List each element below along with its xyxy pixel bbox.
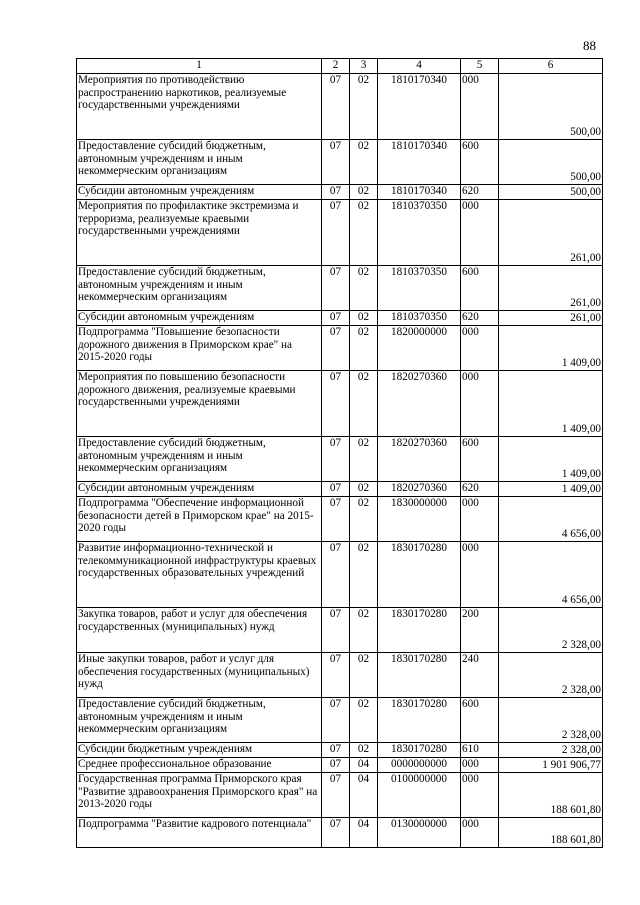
header-col-1: 1 [77,59,322,74]
row-expense-type: 600 [461,140,499,185]
row-subsection: 02 [350,200,378,266]
table-body [77,74,603,848]
row-expense-type: 620 [461,482,499,497]
row-section: 07 [322,266,350,311]
row-subsection: 04 [350,818,378,848]
row-subsection: 02 [350,140,378,185]
row-target-code: 1810170340 [378,74,461,140]
row-subsection: 02 [350,653,378,698]
row-subsection: 02 [350,743,378,758]
row-target-code: 1820270360 [378,437,461,482]
row-target-code: 1830170280 [378,608,461,653]
table-row [77,773,603,818]
row-section: 07 [322,758,350,773]
row-amount: 1 409,00 [499,482,603,497]
row-expense-type: 600 [461,266,499,311]
row-expense-type: 000 [461,773,499,818]
row-amount: 500,00 [499,74,603,140]
row-subsection: 02 [350,185,378,200]
row-expense-type: 240 [461,653,499,698]
row-target-code: 1820270360 [378,482,461,497]
row-amount: 500,00 [499,140,603,185]
row-amount: 4 656,00 [499,542,603,608]
row-amount: 2 328,00 [499,608,603,653]
table-row [77,653,603,698]
row-expense-type: 000 [461,758,499,773]
row-name: Субсидии автономным учреждениям [77,185,322,200]
row-expense-type: 000 [461,497,499,542]
row-name: Предоставление субсидий бюджетным, автономным учреждениям и иным некоммерческим организациям [77,437,322,482]
row-section: 07 [322,437,350,482]
row-subsection: 02 [350,74,378,140]
table-row [77,743,603,758]
row-section: 07 [322,371,350,437]
table-row [77,266,603,311]
row-name: Иные закупки товаров, работ и услуг для обеспечения государственных (муниципальных) нужд [77,653,322,698]
row-amount: 188 601,80 [499,773,603,818]
row-target-code: 1810170340 [378,185,461,200]
row-section: 07 [322,326,350,371]
row-amount: 2 328,00 [499,698,603,743]
row-target-code: 0000000000 [378,758,461,773]
row-subsection: 04 [350,758,378,773]
header-col-5: 5 [461,59,499,74]
table-row [77,311,603,326]
row-name: Мероприятия по повышению безопасности дорожного движения, реализуемые краевыми государственными учреждениями [77,371,322,437]
row-amount: 188 601,80 [499,818,603,848]
row-name: Среднее профессиональное образование [77,758,322,773]
row-expense-type: 620 [461,311,499,326]
header-col-6: 6 [499,59,603,74]
row-name: Субсидии бюджетным учреждениям [77,743,322,758]
row-target-code: 1830170280 [378,698,461,743]
row-section: 07 [322,497,350,542]
row-section: 07 [322,311,350,326]
row-amount: 1 409,00 [499,326,603,371]
row-target-code: 1830000000 [378,497,461,542]
row-expense-type: 000 [461,542,499,608]
row-name: Субсидии автономным учреждениям [77,482,322,497]
row-amount: 2 328,00 [499,653,603,698]
header-col-4: 4 [378,59,461,74]
row-name: Предоставление субсидий бюджетным, автономным учреждениям и иным некоммерческим организациям [77,140,322,185]
table-row [77,482,603,497]
row-name: Подпрограмма "Развитие кадрового потенциала" [77,818,322,848]
row-target-code: 1820270360 [378,371,461,437]
table-row [77,371,603,437]
row-subsection: 02 [350,311,378,326]
row-subsection: 02 [350,326,378,371]
row-amount: 2 328,00 [499,743,603,758]
row-amount: 261,00 [499,311,603,326]
row-section: 07 [322,608,350,653]
row-expense-type: 600 [461,698,499,743]
row-name: Мероприятия по профилактике экстремизма и терроризма, реализуемые краевыми государственными учреждениями [77,200,322,266]
header-col-3: 3 [350,59,378,74]
row-subsection: 02 [350,437,378,482]
row-subsection: 02 [350,266,378,311]
row-name: Мероприятия по противодействию распространению наркотиков, реализуемые государственными учреждениями [77,74,322,140]
row-amount: 261,00 [499,200,603,266]
row-section: 07 [322,698,350,743]
row-amount: 261,00 [499,266,603,311]
row-section: 07 [322,773,350,818]
row-target-code: 0130000000 [378,818,461,848]
row-expense-type: 610 [461,743,499,758]
row-section: 07 [322,140,350,185]
budget-table [76,58,603,848]
row-amount: 1 901 906,77 [499,758,603,773]
row-subsection: 02 [350,371,378,437]
row-section: 07 [322,542,350,608]
row-name: Подпрограмма "Повышение безопасности дорожного движения в Приморском крае" на 2015-2020 годы [77,326,322,371]
table-header-row [77,59,603,74]
table-row [77,608,603,653]
row-amount: 1 409,00 [499,371,603,437]
row-name: Предоставление субсидий бюджетным, автономным учреждениям и иным некоммерческим организациям [77,698,322,743]
row-subsection: 02 [350,497,378,542]
row-section: 07 [322,818,350,848]
row-target-code: 1830170280 [378,653,461,698]
table-row [77,758,603,773]
page-number: 88 [583,38,596,53]
row-amount: 4 656,00 [499,497,603,542]
row-expense-type: 000 [461,371,499,437]
row-section: 07 [322,743,350,758]
row-target-code: 1810370350 [378,266,461,311]
row-expense-type: 600 [461,437,499,482]
row-section: 07 [322,200,350,266]
row-name: Закупка товаров, работ и услуг для обеспечения государственных (муниципальных) нужд [77,608,322,653]
row-name: Субсидии автономным учреждениям [77,311,322,326]
table-row [77,542,603,608]
row-name: Предоставление субсидий бюджетным, автономным учреждениям и иным некоммерческим организациям [77,266,322,311]
row-subsection: 02 [350,542,378,608]
row-name: Государственная программа Приморского края "Развитие здравоохранения Приморского края" на 2013-2020 годы [77,773,322,818]
row-target-code: 1830170280 [378,542,461,608]
row-section: 07 [322,74,350,140]
row-target-code: 1810370350 [378,200,461,266]
table-row [77,185,603,200]
row-amount: 1 409,00 [499,437,603,482]
table-row [77,698,603,743]
row-amount: 500,00 [499,185,603,200]
row-subsection: 02 [350,482,378,497]
table-row [77,437,603,482]
table-row [77,140,603,185]
row-subsection: 02 [350,698,378,743]
row-expense-type: 000 [461,818,499,848]
table-row [77,326,603,371]
table-row [77,200,603,266]
row-section: 07 [322,482,350,497]
row-subsection: 04 [350,773,378,818]
row-expense-type: 000 [461,200,499,266]
table-row [77,818,603,848]
row-section: 07 [322,185,350,200]
row-target-code: 1810370350 [378,311,461,326]
row-target-code: 1830170280 [378,743,461,758]
row-name: Подпрограмма "Обеспечение информационной безопасности детей в Приморском крае" на 2015-2020 годы [77,497,322,542]
table-row [77,74,603,140]
row-name: Развитие информационно-технической и телекоммуникационной инфраструктуры краевых государственных образовательных учреждений [77,542,322,608]
row-target-code: 0100000000 [378,773,461,818]
row-expense-type: 200 [461,608,499,653]
row-expense-type: 000 [461,74,499,140]
row-section: 07 [322,653,350,698]
row-subsection: 02 [350,608,378,653]
row-target-code: 1810170340 [378,140,461,185]
table-row [77,497,603,542]
row-expense-type: 620 [461,185,499,200]
row-target-code: 1820000000 [378,326,461,371]
row-expense-type: 000 [461,326,499,371]
header-col-2: 2 [322,59,350,74]
